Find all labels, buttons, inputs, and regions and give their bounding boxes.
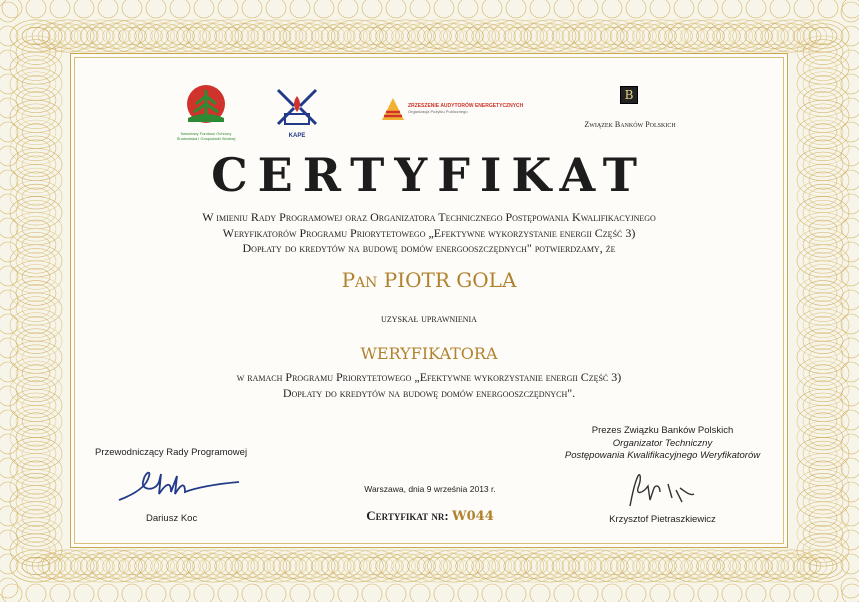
banks-logo [570,86,690,132]
right-signatory-subtitle: Organizator Techniczny [612,437,713,449]
role-title: WERYFIKATORA [360,344,498,363]
obtained-text: uzyskał uprawnienia [381,313,477,325]
program-text [70,370,788,401]
intro-line: W imieniu Rady Programowej oraz Organizatora Technicznego Postępowania Kwalifikacyjnego [202,210,656,224]
program-line: Dopłaty do kredytów na budowę domów energooszczędnych". [282,385,576,400]
program-line: w ramach Programu Priorytetowego „Efektywne wykorzystanie energii Część 3) [236,370,622,384]
intro-line: Dopłaty do kredytów na budowę domów energooszczędnych" potwierdzamy, że [242,241,616,255]
kape-logo [272,86,322,142]
intro-text [70,210,788,257]
fund-name-line2: Środowiska i Gospodarki Wodnej [176,136,236,141]
fund-logo [170,82,242,142]
fund-name-line1: Narodowy Fundusz Ochrony [180,131,232,136]
certificate-title: CERTYFIKAT [211,148,647,202]
left-signature [115,468,245,504]
recipient-name [70,268,788,292]
right-signatory-block [560,425,765,463]
banks-symbol-icon: B [620,86,638,104]
fund-emblem-icon [170,82,242,126]
auditors-logo [380,96,540,126]
banks-name: Związek Banków Polskich [584,120,676,129]
auditors-subtitle: Organizacja Pożytku Publicznego [408,109,468,114]
place-date: Warszawa, dnia 9 września 2013 r. [364,484,496,494]
certificate-number-value: W044 [452,509,494,524]
auditors-name: ZRZESZENIE AUDYTORÓW ENERGETYCZNYCH [408,103,524,109]
recipient-full-name: PIOTR GOLA [383,268,517,292]
right-signatory-name: Krzysztof Pietraszkiewicz [609,514,716,525]
right-signatory-title: Prezes Związku Banków Polskich [591,425,734,436]
kape-emblem-icon [272,86,322,128]
certificate-number [340,508,520,524]
certificate-number-label: Certyfikat nr: [366,508,449,523]
recipient-prefix: Pan [341,268,378,292]
right-signatory-subtitle: Postępowania Kwalifikacyjnego Weryfikatorów [564,450,761,461]
right-signature [620,470,710,510]
auditors-emblem-icon [380,96,406,122]
kape-label: KAPE [288,133,306,139]
left-signatory-title: Przewodniczący Rady Programowej [95,447,248,458]
intro-line: Weryfikatorów Programu Priorytetowego „Efektywne wykorzystanie energii Część 3) [222,225,636,240]
left-signatory-name: Dariusz Koc [146,513,198,524]
